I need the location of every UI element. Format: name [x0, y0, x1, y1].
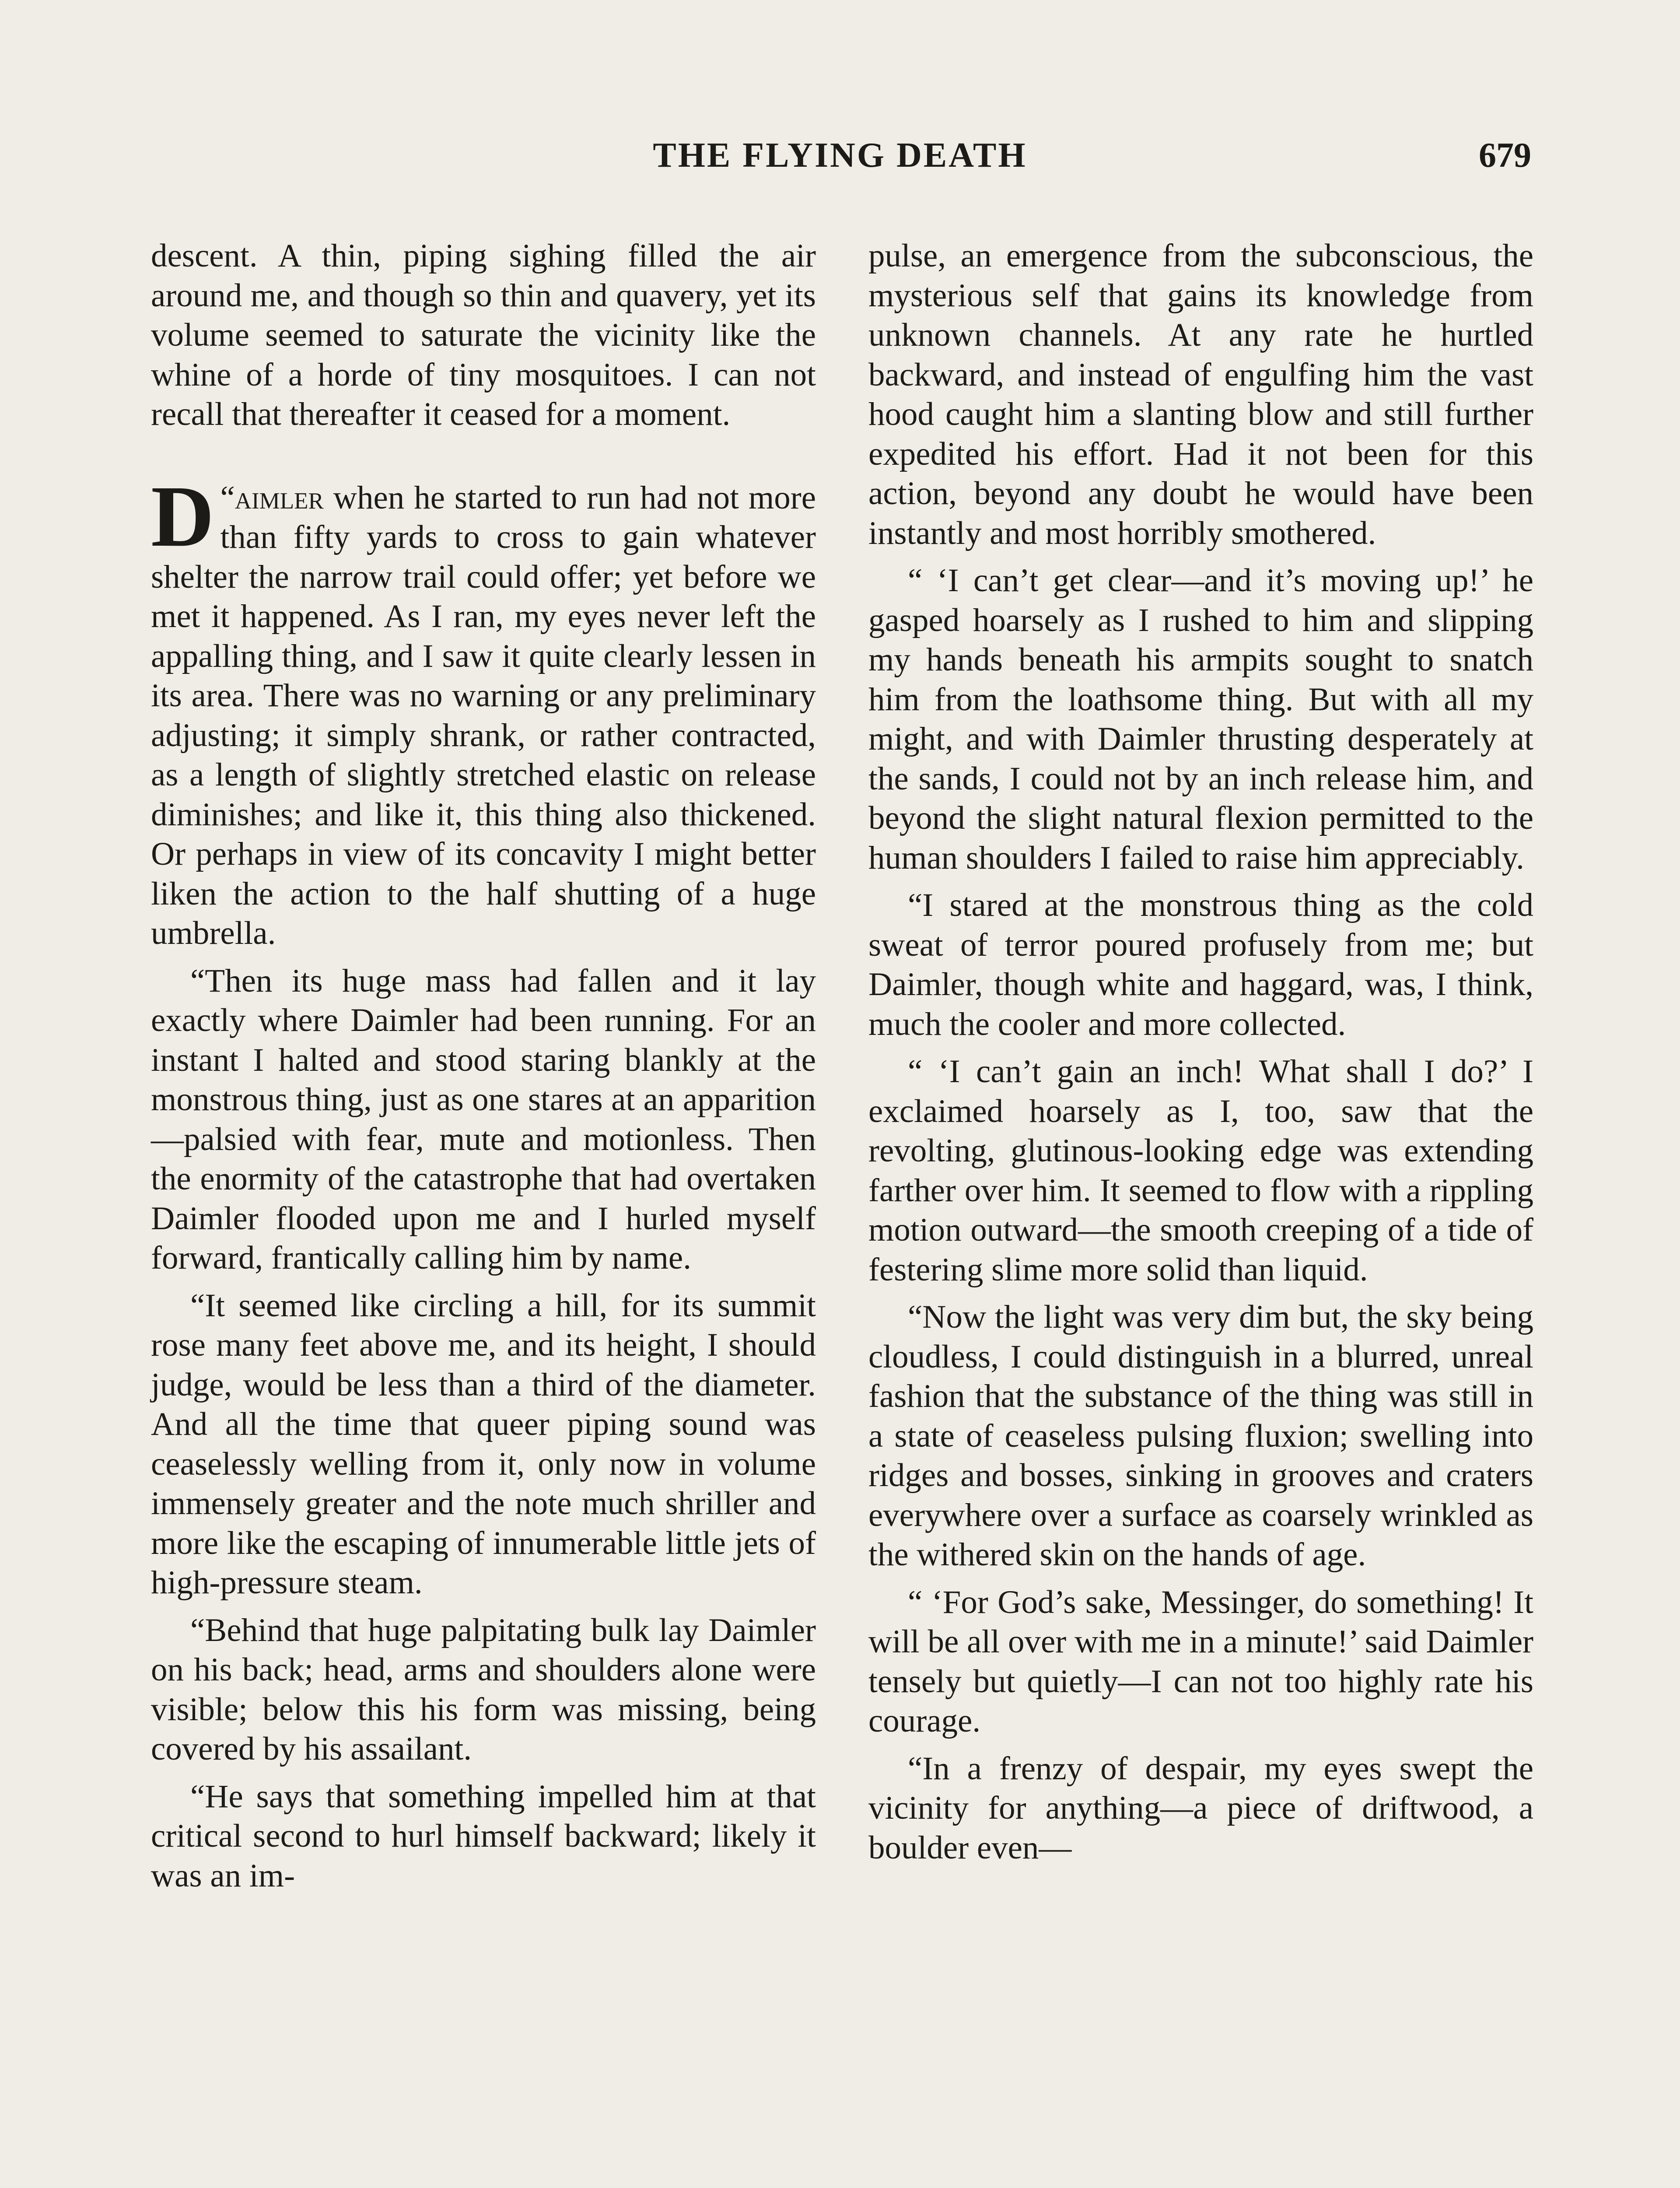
right-column — [868, 236, 1533, 1868]
paragraph: “Now the light was very dim but, the sky being cloudless, I could distinguish in a blurred, unreal fashion that the substance of the thing was still in a state of ceaseless pulsing fluxion; swelling into ridges and bosses, sinking in grooves and craters everywhere over a surface as coarsely wrinkled as the withered skin on the hands of age. — [868, 1299, 1533, 1573]
paragraph: “In a frenzy of despair, my eyes swept the vicinity for anything—a piece of driftwood, a boulder even— — [868, 1750, 1533, 1866]
paragraph: “He says that something impelled him at that critical second to hurl himself backward; likely it was an im- — [151, 1778, 816, 1894]
drop-cap: D — [151, 468, 214, 565]
left-column — [151, 236, 816, 1896]
running-title: THE FLYING DEATH — [653, 136, 1027, 175]
paragraph-text: when he started to run had not more than fifty yards to cross to gain whatever shelter the narrow trail could offer; yet before we met it happened. As I ran, my eyes never left the appalling thing, and I saw it quite clearly lessen in its area. There was no warning or any preliminary adjusting; it simply shrank, or rather contracted, as a length of slightly stretched elastic on release diminishes; and like it, this thing also thickened. Or perhaps in view of its concavity I might better liken the action to the half shutting of a huge umbrella. — [151, 479, 816, 951]
section-opening-paragraph — [151, 468, 816, 954]
page-header — [149, 131, 1531, 188]
opening-quote: “ — [220, 479, 235, 516]
paragraph: “ ‘I can’t get clear—and it’s moving up!’ he gasped hoarsely as I rushed to him and slipping my hands beneath his armpits sought to snatch him from the loathsome thing. But with all my might, and with Daimler thrusting desperately at the sands, I could not by an inch release him, and beyond the slight natural flexion permitted to the human shoulders I failed to raise him appreciably. — [868, 562, 1533, 876]
paragraph: “ ‘For God’s sake, Messinger, do something! It will be all over with me in a minute!’ said Daimler tensely but quietly—I can not too highly rate his courage. — [868, 1584, 1533, 1739]
paragraph: “Behind that huge palpitating bulk lay Daimler on his back; head, arms and shoulders alone were visible; below this his form was missing, being covered by his assailant. — [151, 1612, 816, 1767]
page-number: 679 — [1479, 136, 1531, 175]
paragraph: “I stared at the monstrous thing as the cold sweat of terror poured profusely from me; but Daimler, though white and haggard, was, I think, much the cooler and more collected. — [868, 887, 1533, 1042]
paragraph: descent. A thin, piping sighing filled the air around me, and though so thin and quavery, yet its volume seemed to saturate the vicinity like the whine of a horde of tiny mosquitoes. I can not recall that thereafter it ceased for a moment. — [151, 238, 816, 432]
paragraph: “It seemed like circling a hill, for its summit rose many feet above me, and its height, I should judge, would be less than a third of the diameter. And all the time that queer piping sound was ceaselessly welling from it, only now in volume immensely greater and the note much shriller and more like the escaping of innumerable little jets of high-pressure steam. — [151, 1287, 816, 1601]
small-caps-word: aimler — [234, 479, 324, 516]
paragraph: “ ‘I can’t gain an inch! What shall I do?’ I exclaimed hoarsely as I, too, saw that the revolting, glutinous-looking edge was extending farther over him. It seemed to flow with a rippling motion outward—the smooth creeping of a tide of festering slime more solid than liquid. — [868, 1053, 1533, 1288]
paragraph: pulse, an emergence from the subconscious, the mysterious self that gains its knowledge from unknown channels. At any rate he hurtled backward, and instead of engulfing him the vast hood caught him a slanting blow and still further expedited his effort. Had it not been for this action, beyond any doubt he would have been instantly and most horribly smothered. — [868, 238, 1533, 551]
paragraph: “Then its huge mass had fallen and it lay exactly where Daimler had been running. For an instant I halted and stood staring blankly at the monstrous thing, just as one stares at an apparition—palsied with fear, mute and motionless. Then the enormity of the catastrophe that had overtaken Daimler flooded upon me and I hurled myself forward, frantically calling him by name. — [151, 962, 816, 1276]
